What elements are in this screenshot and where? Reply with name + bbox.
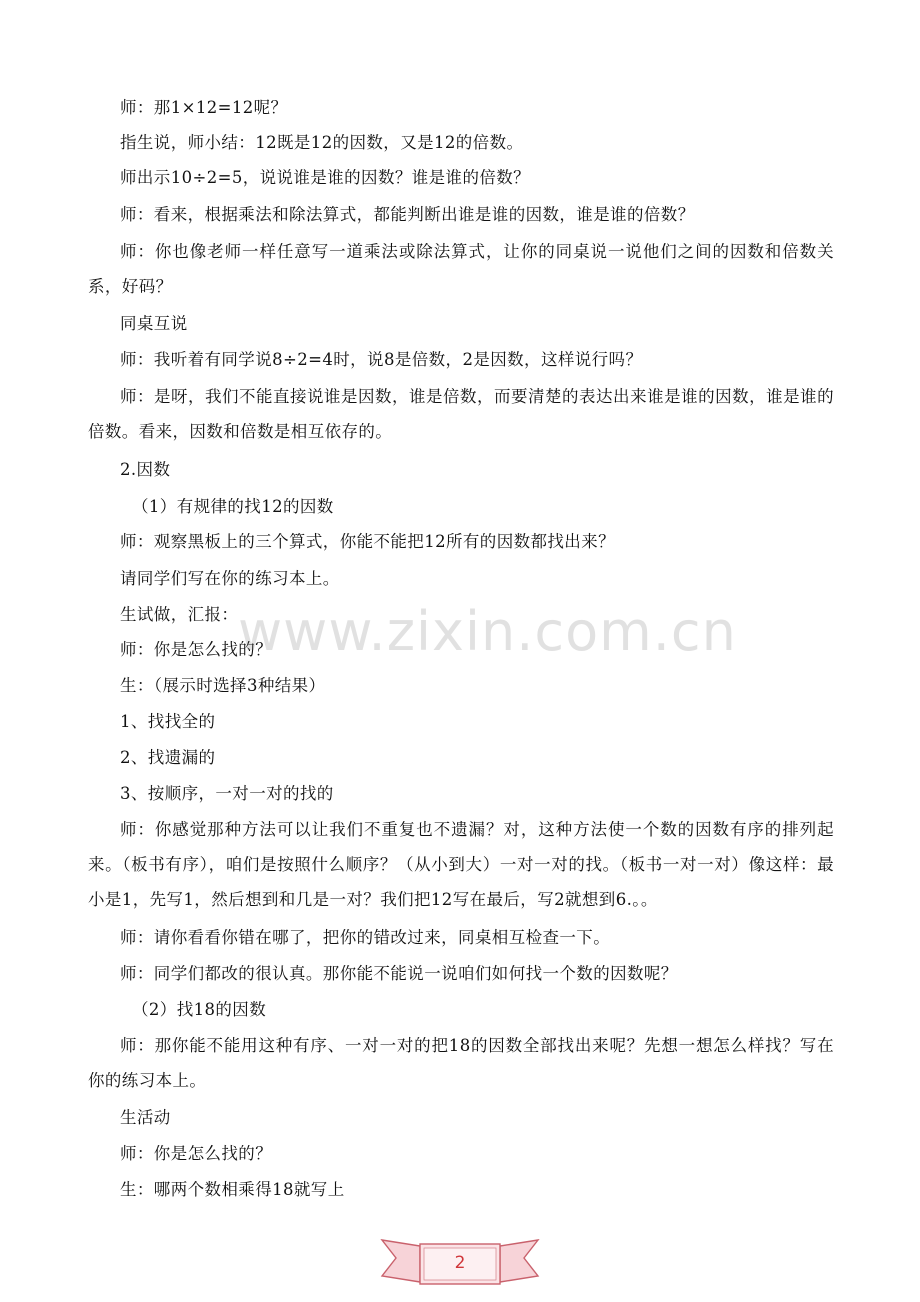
list-item: 1、找找全的 bbox=[120, 712, 216, 731]
paragraph: 师：看来，根据乘法和除法算式，都能判断出谁是谁的因数，谁是谁的倍数？ bbox=[120, 205, 695, 224]
paragraph: 请同学们写在你的练习本上。 bbox=[120, 569, 340, 588]
paragraph: 师：是呀，我们不能直接说谁是因数，谁是倍数，而要清楚的表达出来谁是谁的因数，谁是谁的倍数。看来，因数和倍数是相互依存的。 bbox=[88, 387, 834, 441]
paragraph: 生活动 bbox=[120, 1108, 171, 1127]
list-item: 3、按顺序，一对一对的找的 bbox=[120, 784, 334, 803]
paragraph: 师：请你看看你错在哪了，把你的错改过来，同桌相互检查一下。 bbox=[120, 928, 611, 947]
section-heading: 2.因数 bbox=[120, 460, 171, 479]
paragraph: 师：观察黑板上的三个算式，你能不能把12所有的因数都找出来？ bbox=[120, 532, 615, 551]
paragraph: 师：你是怎么找的？ bbox=[120, 1144, 273, 1163]
paragraph: 师：同学们都改的很认真。那你能不能说一说咱们如何找一个数的因数呢？ bbox=[120, 964, 678, 983]
paragraph: 师：我听着有同学说8÷2=4时，说8是倍数，2是因数，这样说行吗？ bbox=[120, 350, 643, 369]
paragraph: 同桌互说 bbox=[120, 314, 188, 333]
list-item: 2、找遗漏的 bbox=[120, 748, 216, 767]
page-number: 2 bbox=[454, 1253, 466, 1273]
subsection-heading: （2）找18的因数 bbox=[132, 1000, 267, 1019]
paragraph: 生试做，汇报： bbox=[120, 605, 239, 624]
paragraph: 师：你感觉那种方法可以让我们不重复也不遗漏？对，这种方法使一个数的因数有序的排列起来。（板书有序），咱们是按照什么顺序？（从小到大）一对一对的找。（板书一对一对）像这样：最小是1，先写1，然后想到和几是一对？我们把12写在最后，写2就想到6.。。 bbox=[88, 820, 834, 909]
subsection-heading: （1）有规律的找12的因数 bbox=[132, 497, 334, 516]
paragraph: 师：那你能不能用这种有序、一对一对的把18的因数全部找出来呢？先想一想怎么样找？写在你的练习本上。 bbox=[88, 1036, 834, 1090]
watermark: www.zixin.com.cn bbox=[238, 600, 737, 663]
paragraph: 生：哪两个数相乘得18就写上 bbox=[120, 1180, 345, 1199]
paragraph: 师出示10÷2=5，说说谁是谁的因数？谁是谁的倍数？ bbox=[120, 168, 531, 187]
paragraph: 师：那1×12=12呢？ bbox=[120, 98, 288, 117]
paragraph: 师：你是怎么找的？ bbox=[120, 640, 273, 659]
paragraph: 师：你也像老师一样任意写一道乘法或除法算式，让你的同桌说一说他们之间的因数和倍数关系，好码？ bbox=[88, 242, 834, 296]
paragraph: 生：（展示时选择3种结果） bbox=[120, 676, 326, 695]
paragraph: 指生说，师小结：12既是12的因数，又是12的倍数。 bbox=[120, 133, 524, 152]
